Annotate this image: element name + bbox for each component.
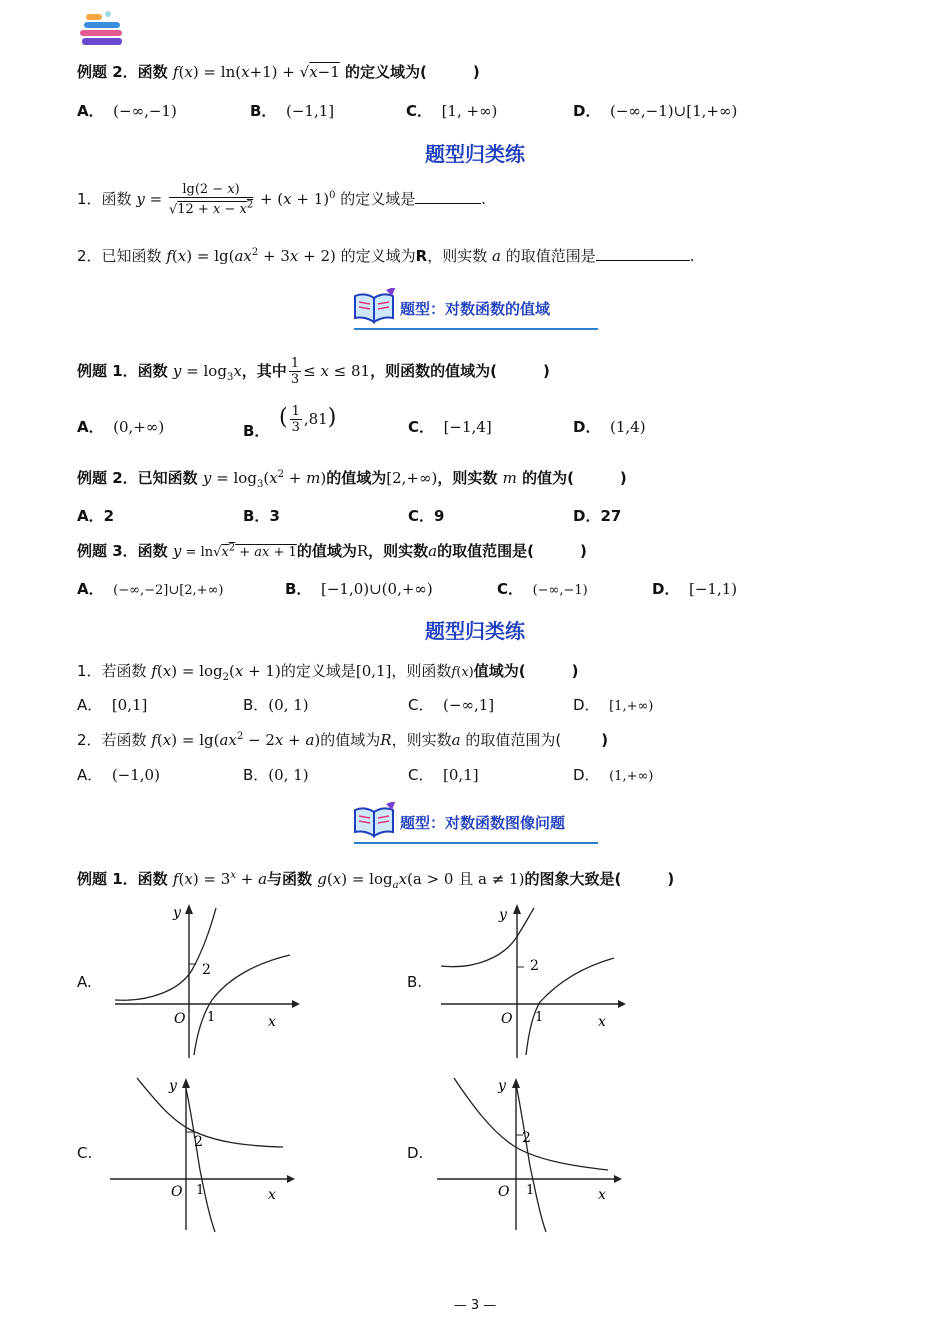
range-example-1: 例题 1．函数 $y = \log_3x$，其中 $\frac{1}{3}$ ≤ x ≤ 81，则函数的值域为( ) [77, 356, 550, 387]
question-text: ，则实数 [391, 731, 452, 749]
question-text: 函数 [137, 362, 168, 380]
option-value: (−∞,−2]∪[2,+∞) [113, 583, 224, 598]
var-m: m [502, 469, 517, 487]
option-b: B．(0, 1) [243, 766, 309, 784]
option-value: 3 [269, 507, 280, 525]
option-value: (−1,0) [111, 766, 160, 784]
option-value: [−1,1) [689, 580, 738, 598]
option-value: [1,+∞) [609, 699, 654, 714]
question-label: 例题 2． [77, 469, 138, 487]
question-label: 1． [77, 190, 102, 209]
set-r: R [380, 731, 392, 749]
axis-label-y: y [173, 905, 181, 921]
question-text: 的取值范围是 [505, 247, 596, 265]
question-label: 例题 2． [77, 63, 138, 81]
answer-blank[interactable] [596, 246, 690, 261]
graph-b[interactable] [436, 900, 626, 1060]
open-book-icon [352, 802, 398, 840]
domain-example-2: 例题 2．函数 f(x) = ln(x+1) + √x−1 的定义域为( ) [77, 63, 480, 81]
range-example-2: 例题 2．已知函数 $y = \log_3(x^2 + m)$的值域为[2,+∞)，则实数 m 的值为( ) [77, 469, 627, 490]
question-text: ，则函数 [391, 662, 452, 680]
question-paren: ) [542, 362, 550, 380]
graph-d[interactable] [432, 1070, 622, 1235]
axis-label-x: x [598, 1014, 606, 1030]
question-text: 函数 [137, 542, 168, 560]
set-r: R [356, 542, 369, 560]
fraction: $\frac{1}{3}$ [290, 356, 300, 387]
option-d: D． (1,4) [573, 418, 646, 436]
option-a: A． (−∞,−1) [77, 102, 177, 120]
option-d: D． [−1,1) [652, 580, 738, 598]
option-value: (0, 1) [268, 696, 309, 714]
axis-label-x: x [268, 1187, 276, 1203]
question-text: 的取值范围是( [437, 542, 534, 560]
question-paren: ) [619, 469, 627, 487]
option-d: D． (−∞,−1)∪[1,+∞) [573, 102, 738, 120]
option-c: C．9 [408, 507, 445, 525]
graph-example-1: 例题 1．函数 $f(x) = 3^x + a$与函数 $g(x) = \log_ax(a > 0$ 且 a ≠ 1)的图象大致是( ) [77, 870, 675, 891]
open-book-icon [352, 288, 398, 326]
question-paren: ) [579, 542, 587, 560]
option-c: C． (−∞,−1) [497, 580, 588, 598]
origin-label: O [501, 1011, 513, 1027]
tick-label-2: 2 [202, 962, 211, 978]
option-value: [0,1] [111, 696, 148, 714]
question-text: 的值域为 [320, 731, 381, 749]
option-b: B．(0, 1) [243, 696, 309, 714]
question-label: 例题 1． [77, 362, 138, 380]
graph-option-label: A. [77, 973, 92, 991]
option-c: C． [−1,4] [408, 418, 492, 436]
option-value: [0,1] [443, 766, 479, 784]
practice-1: 1．函数 y = $\frac{\lg(2 - x)}{√12 + x - x^2}$ + $(x + 1)^0$ 的定义域是 . [77, 182, 487, 218]
practice-2: 2．已知函数 $f(x) = \lg(ax^2 + 3x + 2)$ 的定义域为R，则实数 a 的取值范围是 . [77, 247, 695, 265]
option-b: B．3 [243, 507, 280, 525]
question-label: 例题 1． [77, 870, 138, 888]
question-text: 的定义域是 [340, 190, 416, 209]
question-text: ，则实数 [437, 469, 498, 487]
option-value: 27 [600, 507, 622, 525]
option-value: 2 [103, 507, 115, 525]
question-text: 函数 [137, 870, 168, 888]
set-r: R [415, 247, 428, 265]
question-paren: ) [601, 731, 609, 749]
question-text: 的定义域为( [345, 63, 427, 81]
option-b: B． ( $\frac{1}{3}$ ,81) [243, 404, 337, 440]
question-text: ，其中 [241, 362, 287, 380]
question-label: 例题 3． [77, 542, 138, 560]
option-value: (−∞,−1) [113, 102, 177, 120]
stack-logo-icon [78, 8, 128, 50]
option-d: D． (1,+∞) [573, 766, 654, 784]
tick-label-2: 2 [530, 958, 539, 974]
option-c: C． [1, +∞) [406, 102, 498, 120]
option-b: B． [−1,0)∪(0,+∞) [285, 580, 433, 598]
question-text: 的定义域为 [340, 247, 416, 265]
banner-underline [354, 328, 598, 330]
banner-label: 题型：对数函数的值域 [400, 300, 551, 318]
question-text: 的值域为 [326, 469, 387, 487]
section-title: 题型归类练 [425, 142, 525, 166]
option-value: (−∞,1] [443, 696, 495, 714]
section-banner-range [352, 288, 598, 324]
axis-label-y: y [169, 1078, 177, 1094]
question-paren: ) [472, 63, 480, 81]
option-c: C． (−∞,1] [408, 696, 495, 714]
range-value: [2,+∞) [386, 469, 438, 487]
graph-a[interactable] [110, 900, 300, 1060]
tick-label-1: 1 [526, 1183, 535, 1198]
question-text: 若函数 [101, 662, 147, 680]
range-practice-1: 1．若函数 $f(x) = \log_2(x + 1)$的定义域是[0,1]，则函数f(x)值域为( ) [77, 662, 579, 683]
question-text: 函数 [137, 63, 168, 81]
option-value: (−∞,−1)∪[1,+∞) [610, 102, 738, 120]
option-value: (1,4) [610, 418, 646, 436]
question-label: 2． [77, 731, 102, 749]
option-c: C． [0,1] [408, 766, 479, 784]
math-expression: f [172, 63, 179, 81]
option-a: A． (0,+∞) [77, 418, 165, 436]
graph-option-label: D. [407, 1144, 424, 1162]
question-text: 函数 [101, 190, 132, 209]
axis-label-x: x [268, 1014, 276, 1030]
question-text: 值域为( [473, 662, 526, 680]
tick-label-1: 1 [535, 1010, 544, 1025]
section-title: 题型归类练 [425, 619, 525, 643]
tick-label-2: 2 [194, 1134, 203, 1150]
option-value: (−∞,−1) [532, 583, 588, 598]
question-text: ，则函数的值域为( [370, 362, 497, 380]
domain-value: [0,1] [355, 662, 392, 680]
tick-label-1: 1 [207, 1010, 216, 1025]
question-text: 的值为( [522, 469, 574, 487]
graph-c[interactable] [105, 1070, 295, 1235]
option-b: B． (−1,1] [250, 102, 335, 120]
axis-label-y: y [499, 907, 507, 923]
option-value: (−1,1] [285, 102, 335, 120]
question-label: 1． [77, 662, 102, 680]
option-value: (0,+∞) [113, 418, 165, 436]
question-text: 的取值范围为( [465, 731, 562, 749]
question-text: 若函数 [101, 731, 147, 749]
option-value: [−1,0)∪(0,+∞) [320, 580, 433, 598]
tick-label-2: 2 [522, 1130, 531, 1146]
range-example-3: 例题 3．函数 $y = \ln√x^2$ + ax + 1的值域为R，则实数a的取值范围是( ) [77, 542, 587, 560]
tick-label-1: 1 [196, 1183, 205, 1198]
range-practice-2: 2．若函数 $f(x) = \lg(ax^2 - 2x + a)$的值域为R，则实数a 的取值范围为( ) [77, 731, 609, 749]
question-text: 与函数 [267, 870, 313, 888]
var-a: a [451, 731, 461, 749]
origin-label: O [171, 1184, 183, 1200]
axis-label-x: x [598, 1187, 606, 1203]
option-value: [1, +∞) [441, 102, 498, 120]
option-value: (0, 1) [268, 766, 309, 784]
question-text: 已知函数 [137, 469, 198, 487]
page-number: — 3 — [453, 1298, 497, 1313]
answer-blank[interactable] [415, 189, 481, 204]
option-value: 9 [434, 507, 445, 525]
origin-label: O [174, 1011, 186, 1027]
fraction: $\frac{\lg(2 - x)}{√12 + x - x^2}$ [168, 182, 254, 218]
period: . [689, 247, 695, 265]
graph-option-label: B. [407, 973, 423, 991]
question-paren: ) [667, 870, 675, 888]
option-a: A．2 [77, 507, 115, 525]
option-a: A． [0,1] [77, 696, 148, 714]
option-a: A． (−1,0) [77, 766, 160, 784]
question-text: 的值域为 [296, 542, 357, 560]
graph-option-label: C. [77, 1144, 93, 1162]
option-value: (1,+∞) [609, 769, 654, 784]
section-banner-graph [352, 802, 598, 838]
period: . [481, 190, 487, 209]
question-text: ，则实数 [368, 542, 429, 560]
var-a: a [492, 247, 501, 265]
question-text: 已知函数 [101, 247, 162, 265]
question-text: 的图象大致是( [524, 870, 622, 888]
banner-label: 题型：对数函数图像问题 [400, 814, 566, 832]
axis-label-y: y [498, 1078, 506, 1094]
question-label: 2． [77, 247, 102, 265]
question-paren: ) [571, 662, 579, 680]
origin-label: O [498, 1184, 510, 1200]
banner-underline [354, 842, 598, 844]
option-d: D．27 [573, 507, 622, 525]
option-a: A． (−∞,−2]∪[2,+∞) [77, 580, 224, 598]
question-text: 的定义域是 [280, 662, 356, 680]
var-a: a [428, 542, 438, 560]
question-text: ，则实数 [427, 247, 488, 265]
condition: (a > 0 且 a ≠ 1) [407, 870, 525, 888]
option-value: [−1,4] [443, 418, 492, 436]
option-d: D． [1,+∞) [573, 696, 654, 714]
